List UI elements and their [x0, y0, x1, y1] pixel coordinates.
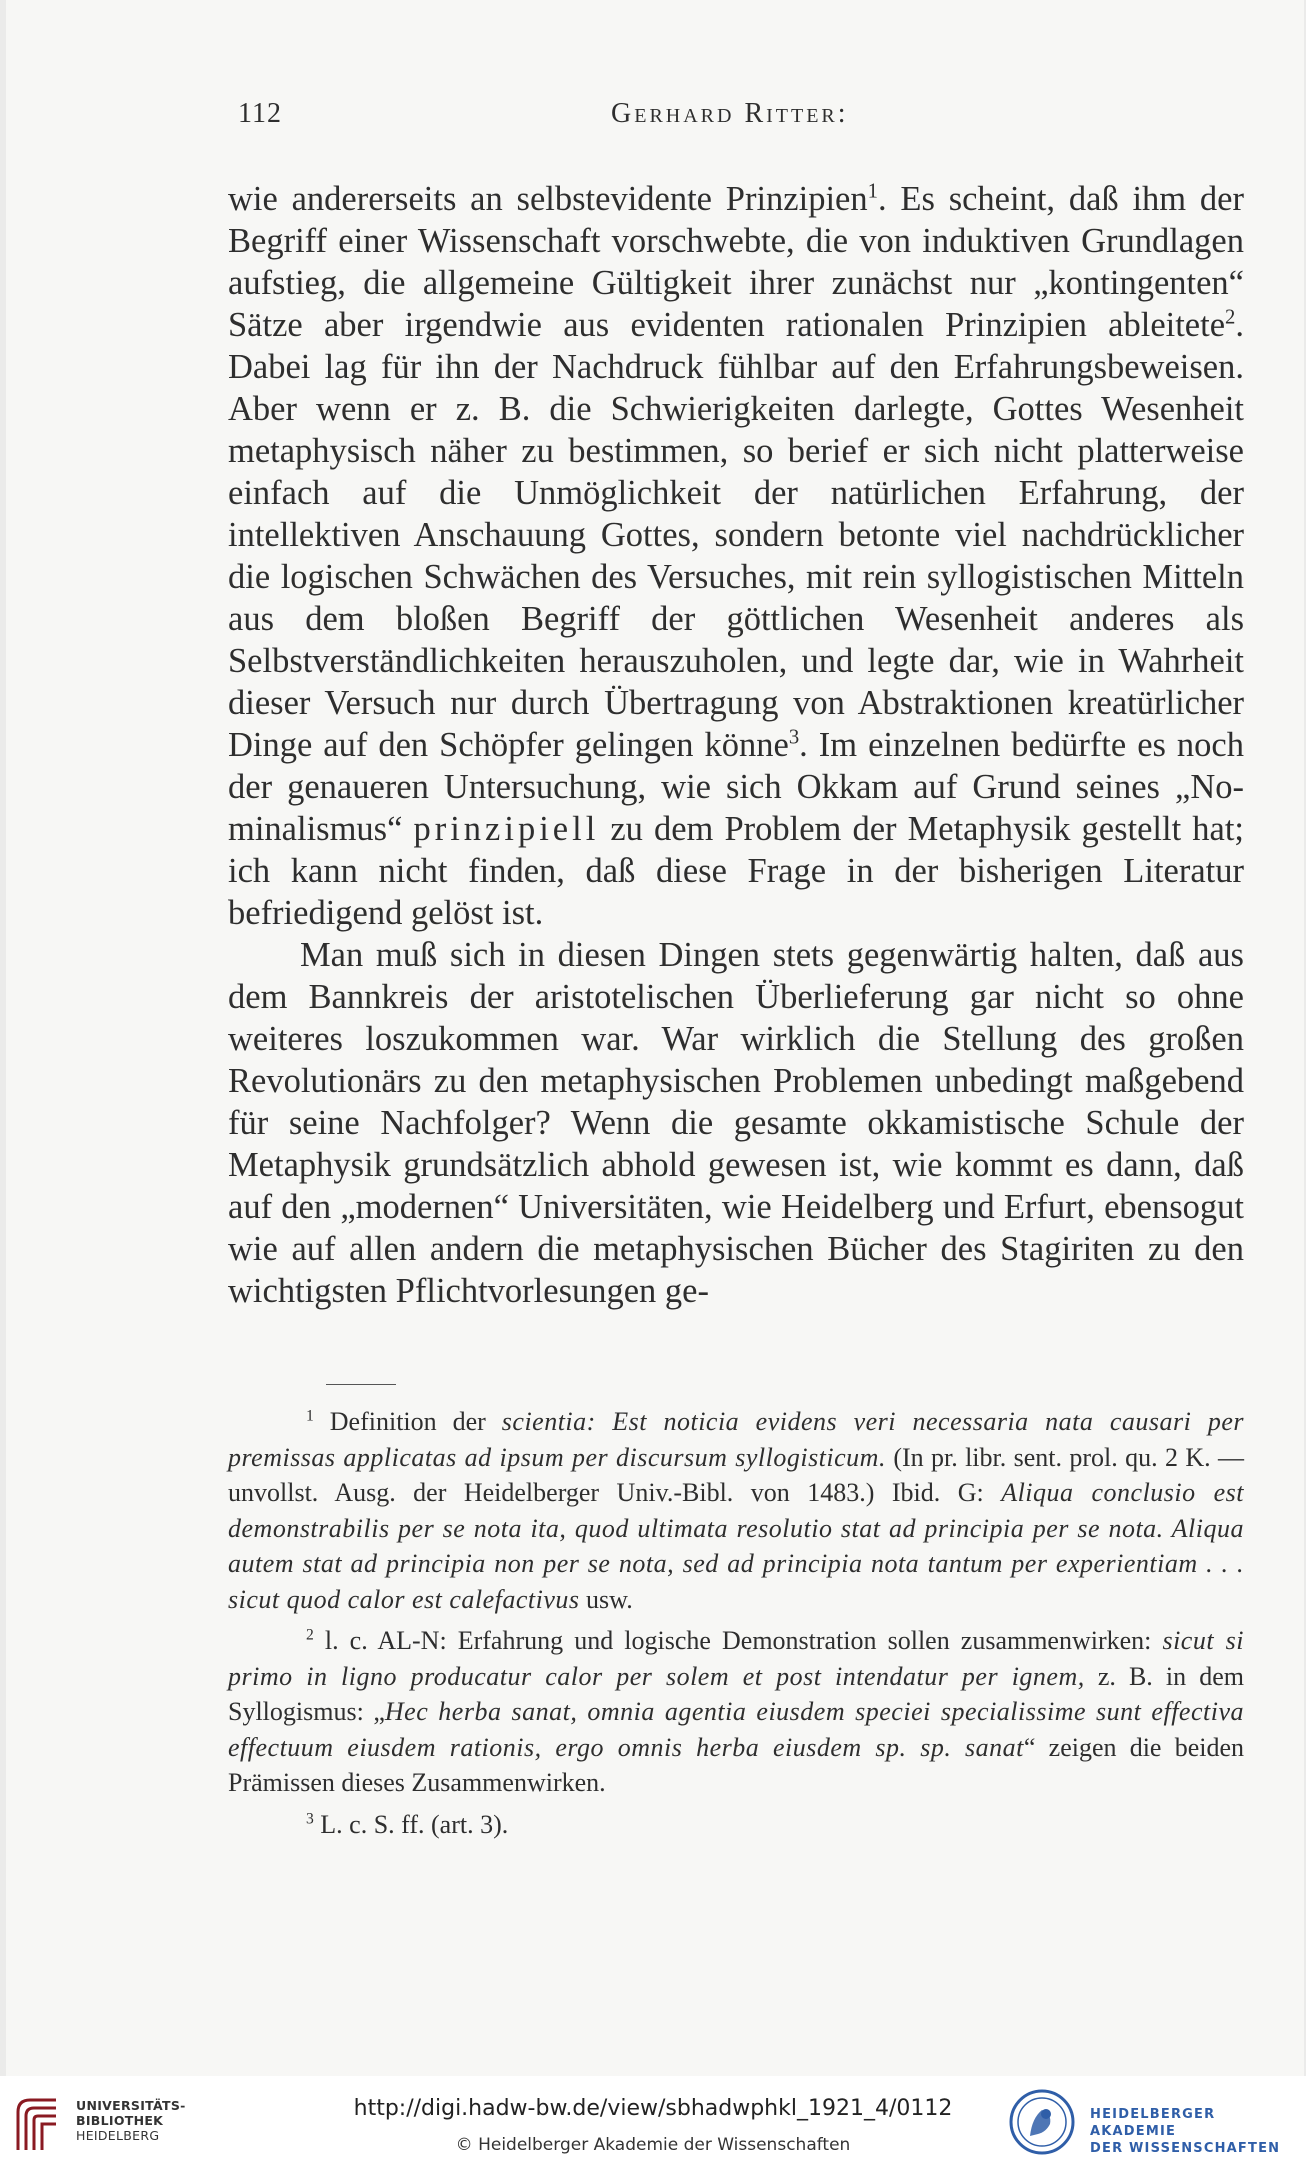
library-name: UNIVERSITÄTS- BIBLIOTHEK HEIDELBERG [76, 2098, 186, 2143]
footnote-ref-3: 3 [788, 726, 800, 749]
footnote-1: $^1$ Definition der scientia: Est noticia evidens veri necessaria nata causari per premissas applicatas ad ipsum per discursum syllogisticum. (In pr. libr. sent. prol. qu. 2 K. — unvollst. Ausg. der Heidelberger Univ.-Bibl. von 1483.) Ibid. G: Aliqua conclusio est demonstrabilis per se nota ita, quod ultimata resolutio stat ad principia per se nota. Aliqua autem stat ad principia non per se nota, sed ad principia nota tantum per experientiam . . . sicut quod calor est calefactivus usw. [228, 1407, 1244, 1614]
copyright: © Heidelberger Akademie der Wissenschaften [455, 2135, 851, 2155]
permalink[interactable]: http://digi.hadw-bw.de/view/sbhadwphkl_1921_4/0112 [353, 2096, 953, 2121]
footnote-3: $^3$ L. c. S. ff. (art. 3). [306, 1809, 509, 1839]
digitization-footer [0, 2076, 1306, 2169]
running-title: Gerhard Ritter: [611, 98, 849, 129]
footnote-ref-2: 2 [1225, 306, 1236, 329]
paragraph-2: Man muß sich in diesen Dingen stets gegenwärtig halten, daß aus dem Bannkreis der aristotelischen Überlieferung gar nicht so ohne weiteres loszukommen war. War wirklich die Stellung des großen Revolutionärs zu den metaphysischen Problemen unbedingt maßgebend für seine Nachfolger? Wenn die gesamte okkamistische Schule der Metaphysik grundsätzlich abhold gewesen ist, wie kommt es dann, daß auf den „modernen“ Universitäten, wie Heidelberg und Erfurt, ebensogut wie auf allen andern die metaphysischen Bücher des Stagiriten zu den wichtigsten Pflichtvorlesungen ge- [228, 936, 1244, 1310]
footnote-ref-1: 1 [867, 180, 878, 203]
academy-name: HEIDELBERGER AKADEMIE DER WISSENSCHAFTEN [1090, 2107, 1281, 2156]
footnote-divider [326, 1384, 396, 1385]
academy-seal-icon [1008, 2088, 1076, 2156]
scanned-page [6, 0, 1304, 2076]
running-header [226, 98, 1224, 138]
footnote-2: $^2$ l. c. AL-N: Erfahrung und logische Demonstration sollen zusammenwirken: sicut si primo in ligno producatur calor per solem et post intendatur per ignem, z. B. in dem Syllogismus: „Hec herba sanat, omnia agentia eiusdem speciei specialissime sunt effectiva effectuum eiusdem rationis, ergo omnis herba eiusdem sp. sp. sanat“ zeigen die beiden Prämissen dieses Zusammenwirken. [228, 1626, 1244, 1797]
footnotes [228, 1404, 1244, 1848]
page-number: 112 [238, 98, 282, 129]
emphasis-spaced: prinzipiell [413, 810, 600, 848]
paragraph-1: wie andererseits an selbstevidente Prinzipien$^1$. Es scheint, daß ihm der Begriff einer Wissenschaft vorschwebte, die von induktiven Grundlagen aufstieg, die allgemeine Gültigkeit ihrer zunächst nur „kontingenten“ Sätze aber irgendwie aus evidenten rationalen Prinzipien ableitete$^2$. Dabei lag für ihn der Nachdruck fühlbar auf den Erfahrungsbeweisen. Aber wenn er z. B. die Schwierigkeiten darlegte, Gottes Wesenheit metaphysisch näher zu bestimmen, so berief er sich nicht platterweise einfach auf die Unmöglichkeit der natürlichen Erfahrung, der intellektiven Anschauung Gottes, sondern betonte viel nachdrücklicher die logischen Schwächen des Versuches, mit rein syllogistischen Mitteln aus dem bloßen Begriff der göttlichen Wesenheit anderes als Selbstverständlichkeiten herauszuholen, und legte dar, wie in Wahrheit dieser Versuch nur durch Übertragung von Abstraktionen kreatürlicher Dinge auf den Schöpfer gelingen könne$^3$. Im einzelnen bedürfte es noch der genaueren Untersuchung, wie sich Okkam auf Grund seines „Nominalismus“ prinzipiell zu dem Problem der Metaphysik gestellt hat; ich kann nicht finden, daß diese Frage in der bisherigen Literatur befriedigend gelöst ist. [228, 180, 1244, 932]
body-text [228, 178, 1244, 1312]
